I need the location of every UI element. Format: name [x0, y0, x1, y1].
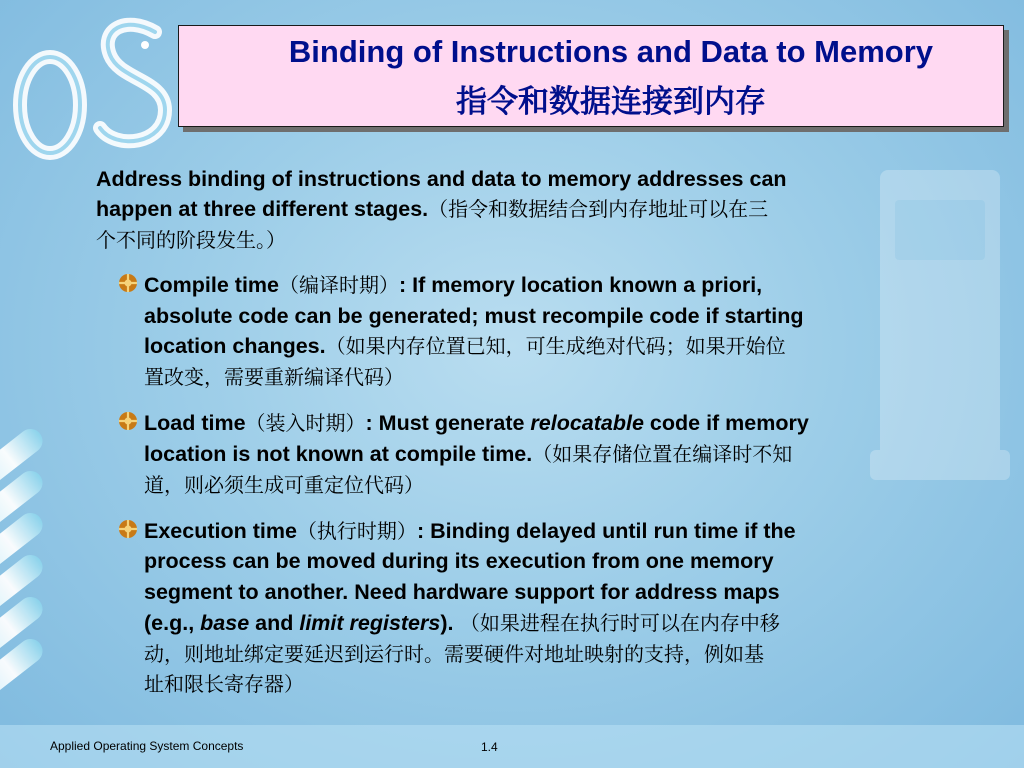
os-logo	[5, 10, 180, 160]
load-time-line-2: location is not known at compile time.（如果存储位置在编译时不知	[144, 442, 793, 466]
execution-time-line-3: segment to another. Need hardware support for address maps	[144, 580, 780, 604]
compile-time-line-1: Compile time（编译时期）: If memory location known a priori,	[144, 273, 763, 297]
execution-time-line-6: 址和限长寄存器）	[144, 672, 304, 696]
compile-time-line-2: absolute code can be generated; must recompile code if starting	[144, 304, 804, 328]
execution-time-line-4: (e.g., base and limit registers). （如果进程在执行时可以在内存中移	[144, 611, 780, 635]
left-tubes-decoration	[0, 424, 47, 701]
title-box	[178, 25, 1004, 127]
right-computer-decoration	[870, 170, 1010, 480]
bullet-gear-icon	[118, 411, 138, 431]
footer-course-title: Applied Operating System Concepts	[50, 739, 244, 753]
intro-line-2: happen at three different stages.（指令和数据结合到内存地址可以在三	[96, 197, 769, 221]
slide-title-english: Binding of Instructions and Data to Memory	[288, 34, 934, 69]
intro-line-3: 个不同的阶段发生。）	[96, 228, 286, 252]
load-time-line-1: Load time（装入时期）: Must generate relocatable code if memory	[144, 411, 809, 435]
load-time-line-3: 道，则必须生成可重定位代码）	[144, 473, 424, 497]
footer-slide-number: 1.4	[481, 740, 498, 754]
bullet-gear-icon	[118, 273, 138, 293]
compile-time-line-4: 置改变，需要重新编译代码）	[144, 365, 404, 389]
slide-title-chinese: 指令和数据连接到内存	[456, 84, 766, 120]
execution-time-line-2: process can be moved during its execution from one memory	[144, 549, 774, 573]
bullet-gear-icon	[118, 519, 138, 539]
compile-time-line-3: location changes.（如果内存位置已知，可生成绝对代码；如果开始位	[144, 334, 786, 358]
execution-time-line-1: Execution time（执行时期）: Binding delayed until run time if the	[144, 519, 796, 543]
execution-time-line-5: 动，则地址绑定要延迟到运行时。需要硬件对地址映射的支持，例如基	[144, 642, 764, 666]
intro-line-1: Address binding of instructions and data to memory addresses can	[96, 167, 787, 191]
